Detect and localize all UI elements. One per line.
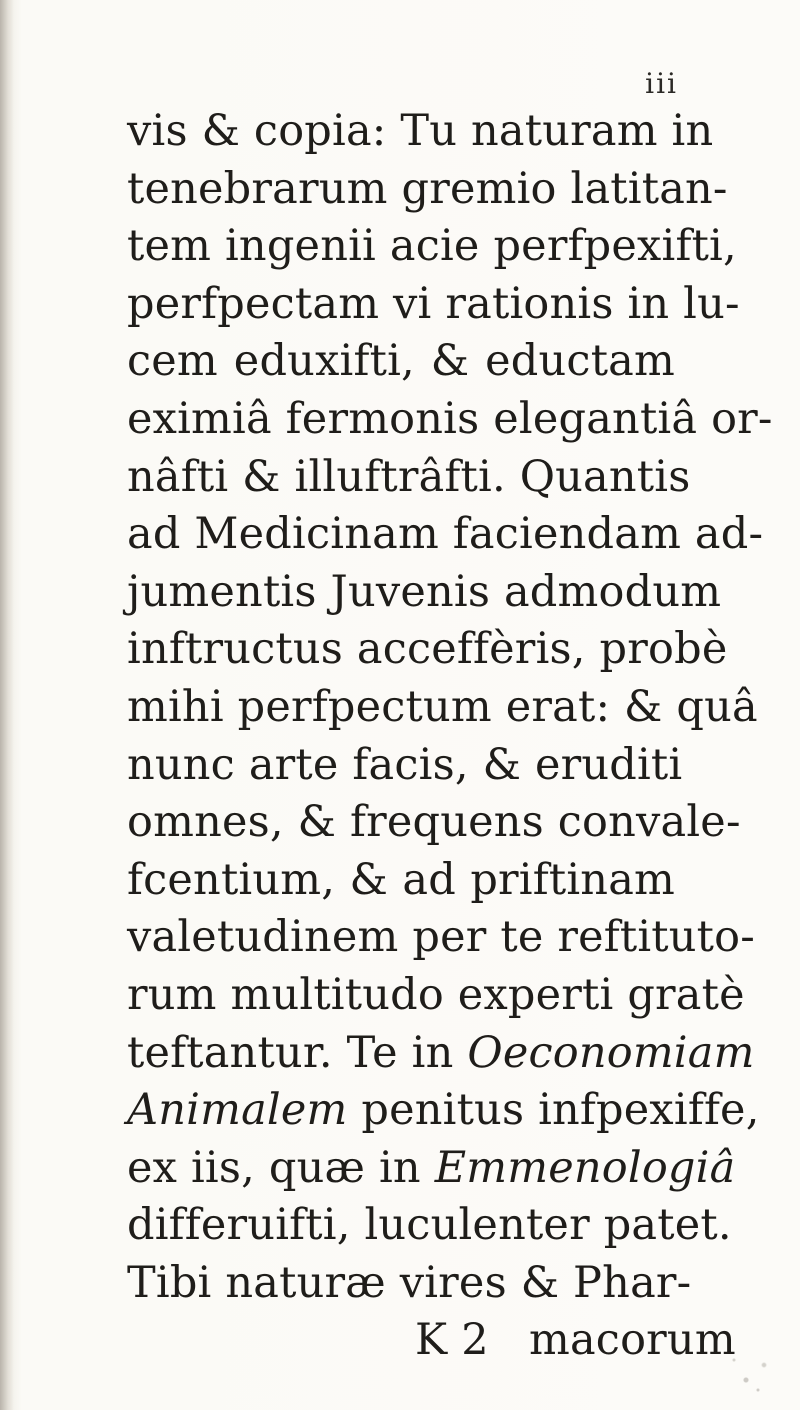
italic-term: Emmenologiâ: [434, 1142, 736, 1193]
text-line: vis & copia: Tu naturam in: [127, 106, 714, 156]
text-line-mixed: [127, 1140, 736, 1198]
catchword: macorum: [529, 1315, 736, 1366]
signature-catchword-line: [127, 1312, 736, 1370]
text-line: differuifti, luculenter patet.: [127, 1200, 732, 1251]
text-line: perfpectam vi rationis in lu-: [127, 278, 740, 329]
text-line: tenebrarum gremio latitan-: [127, 163, 728, 214]
text-line: Tibi naturæ vires & Phar-: [127, 1257, 692, 1308]
ink-smudge: [722, 1350, 782, 1400]
text-line: eximiâ fermonis elegantiâ or-: [127, 393, 773, 444]
text-segment: penitus infpexiffe,: [361, 1085, 760, 1136]
text-line-mixed: [127, 1025, 755, 1083]
text-line: mihi perfpectum erat: & quâ: [127, 681, 758, 732]
binding-shadow: [0, 0, 14, 1410]
text-line: tem ingenii acie perfpexifti,: [127, 221, 737, 272]
text-line: inftructus acceffèris, probè: [127, 624, 728, 675]
text-line: nunc arte facis, & eruditi: [127, 739, 683, 790]
body-text: [127, 103, 773, 1370]
page-number: iii: [645, 67, 678, 100]
text-line: rum multitudo experti gratè: [127, 969, 745, 1020]
signature-mark: K 2: [415, 1315, 489, 1366]
text-line: ad Medicinam faciendam ad-: [127, 509, 764, 560]
italic-term: Oeconomiam: [467, 1027, 755, 1078]
italic-term: Animalem: [127, 1085, 348, 1136]
text-line: cem eduxifti, & eductam: [127, 336, 675, 387]
text-line-mixed: [127, 1082, 760, 1140]
text-segment: ex iis, quæ in: [127, 1142, 421, 1193]
text-line: fcentium, & ad priftinam: [127, 854, 675, 905]
text-line: nâfti & illuftrâfti. Quantis: [127, 451, 691, 502]
text-segment: teftantur. Te in: [127, 1027, 454, 1078]
text-line: omnes, & frequens convale-: [127, 797, 741, 848]
text-line: valetudinem per te reftituto-: [127, 912, 755, 963]
text-line: jumentis Juvenis admodum: [127, 566, 722, 617]
